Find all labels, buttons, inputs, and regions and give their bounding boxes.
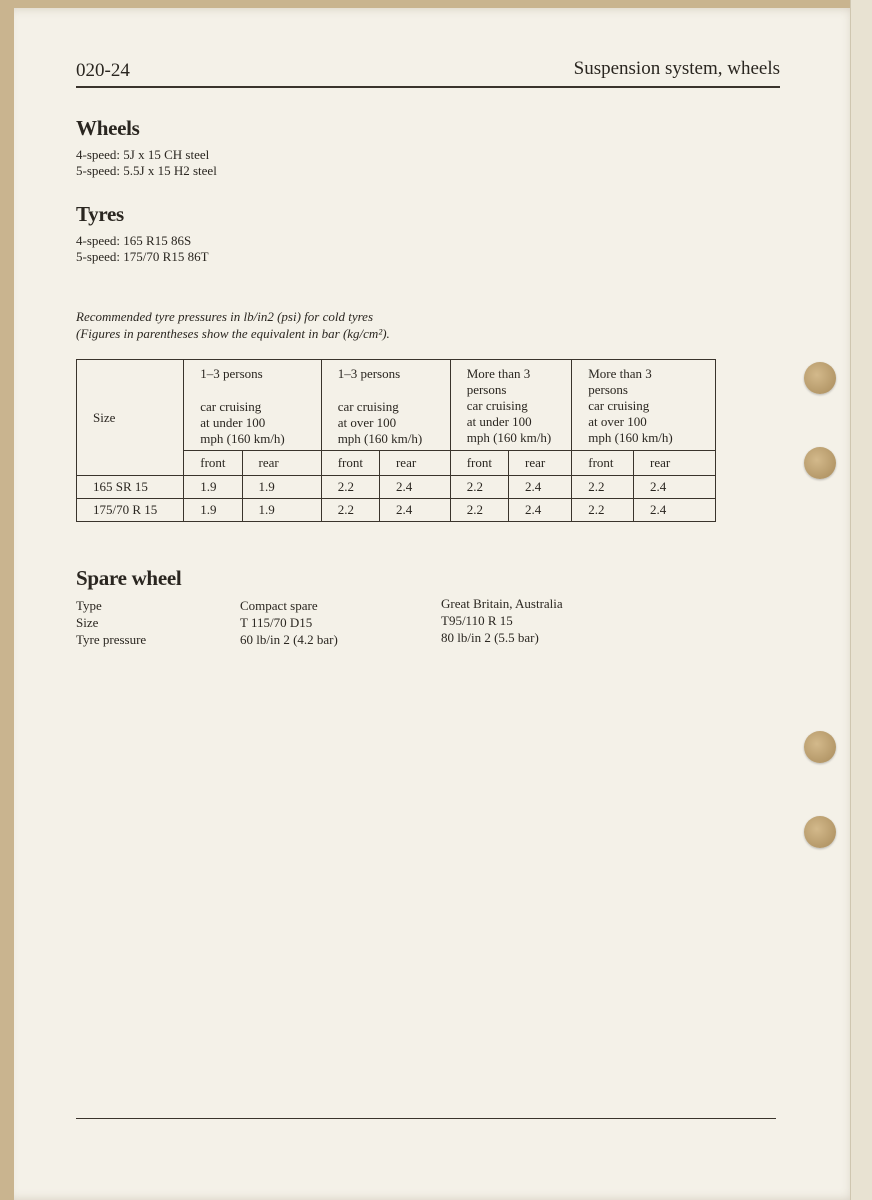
wheels-line: 4-speed: 5J x 15 CH steel bbox=[76, 147, 210, 162]
group-header bbox=[184, 360, 321, 451]
spare-standard bbox=[240, 597, 338, 648]
spare-value: T 115/70 D15 bbox=[240, 615, 313, 630]
page-number: 020-24 bbox=[76, 60, 130, 81]
group-cruising: car cruising bbox=[200, 399, 262, 414]
group-speed: at over 100 bbox=[337, 415, 397, 430]
value-cell: 2.4 bbox=[508, 499, 571, 522]
value-cell: 2.4 bbox=[508, 476, 571, 499]
group-header bbox=[450, 360, 572, 451]
group-speed: mph (160 km/h) bbox=[466, 430, 552, 445]
subheader-cell: rear bbox=[242, 451, 321, 476]
next-page-edge bbox=[850, 0, 872, 1200]
value-cell: 2.2 bbox=[450, 499, 508, 522]
subheader-cell: front bbox=[572, 451, 634, 476]
group-speed: at over 100 bbox=[588, 414, 647, 429]
section-title: Suspension system, wheels bbox=[573, 58, 780, 79]
value-cell: 2.2 bbox=[572, 499, 634, 522]
subheader-cell: front bbox=[450, 451, 508, 476]
group-persons: persons bbox=[466, 382, 507, 397]
value-cell: 1.9 bbox=[242, 499, 321, 522]
subheader-cell: front bbox=[321, 451, 379, 476]
group-persons: More than 3 bbox=[588, 366, 652, 381]
binder-hole bbox=[804, 447, 836, 479]
size-cell: 165 SR 15 bbox=[77, 476, 184, 499]
group-header bbox=[572, 360, 716, 451]
group-speed: at under 100 bbox=[200, 415, 266, 430]
tyre-pressure-table bbox=[76, 359, 716, 522]
subheader-cell: rear bbox=[508, 451, 571, 476]
value-cell: 2.4 bbox=[379, 476, 450, 499]
pressure-note-line: (Figures in parentheses show the equivalent in bar (kg/cm²). bbox=[76, 326, 390, 341]
spare-wheel-heading: Spare wheel bbox=[76, 566, 182, 590]
spare-label: Type bbox=[76, 598, 102, 613]
value-cell: 1.9 bbox=[242, 476, 321, 499]
value-cell: 2.2 bbox=[321, 499, 379, 522]
spare-labels bbox=[76, 597, 146, 648]
binder-hole bbox=[804, 731, 836, 763]
binder-hole bbox=[804, 362, 836, 394]
header-rule bbox=[76, 86, 780, 88]
size-cell: 175/70 R 15 bbox=[77, 499, 184, 522]
group-persons: persons bbox=[588, 382, 628, 397]
value-cell: 2.2 bbox=[572, 476, 634, 499]
group-header bbox=[321, 360, 450, 451]
subheader-cell: rear bbox=[634, 451, 716, 476]
wheels-line: 5-speed: 5.5J x 15 H2 steel bbox=[76, 163, 217, 178]
tyres-line: 4-speed: 165 R15 86S bbox=[76, 233, 192, 248]
spare-value: T95/110 R 15 bbox=[441, 613, 513, 628]
value-cell: 2.4 bbox=[634, 476, 716, 499]
group-persons: 1–3 persons bbox=[200, 366, 263, 381]
value-cell: 2.2 bbox=[450, 476, 508, 499]
wheels-heading: Wheels bbox=[76, 116, 140, 140]
value-cell: 1.9 bbox=[184, 476, 242, 499]
value-cell: 1.9 bbox=[184, 499, 242, 522]
footer-rule bbox=[76, 1118, 776, 1119]
spare-value: 80 lb/in 2 (5.5 bar) bbox=[441, 630, 539, 645]
subheader-cell: rear bbox=[379, 451, 450, 476]
group-cruising: car cruising bbox=[337, 399, 399, 414]
spare-gb-australia bbox=[441, 595, 563, 646]
tyres-heading: Tyres bbox=[76, 202, 124, 226]
group-speed: mph (160 km/h) bbox=[337, 431, 423, 446]
group-speed: mph (160 km/h) bbox=[588, 430, 673, 445]
subheader-cell: front bbox=[184, 451, 242, 476]
group-persons: More than 3 bbox=[466, 366, 531, 381]
table-row bbox=[77, 476, 716, 499]
spare-value: Great Britain, Australia bbox=[441, 596, 563, 611]
group-speed: at under 100 bbox=[466, 414, 532, 429]
size-header: Size bbox=[77, 360, 184, 476]
value-cell: 2.4 bbox=[634, 499, 716, 522]
group-cruising: car cruising bbox=[588, 398, 650, 413]
spare-value: Compact spare bbox=[240, 598, 318, 613]
spare-value: 60 lb/in 2 (4.2 bar) bbox=[240, 632, 338, 647]
pressure-note-line: Recommended tyre pressures in lb/in2 (psi) for cold tyres bbox=[76, 309, 374, 324]
value-cell: 2.4 bbox=[379, 499, 450, 522]
group-speed: mph (160 km/h) bbox=[200, 431, 285, 446]
value-cell: 2.2 bbox=[321, 476, 379, 499]
binder-hole bbox=[804, 816, 836, 848]
table-header-row bbox=[77, 360, 716, 451]
tyres-line: 5-speed: 175/70 R15 86T bbox=[76, 249, 209, 264]
spare-label: Size bbox=[76, 615, 99, 630]
group-persons: 1–3 persons bbox=[337, 366, 401, 381]
spare-label: Tyre pressure bbox=[76, 632, 147, 647]
table-row bbox=[77, 499, 716, 522]
group-cruising: car cruising bbox=[466, 398, 528, 413]
